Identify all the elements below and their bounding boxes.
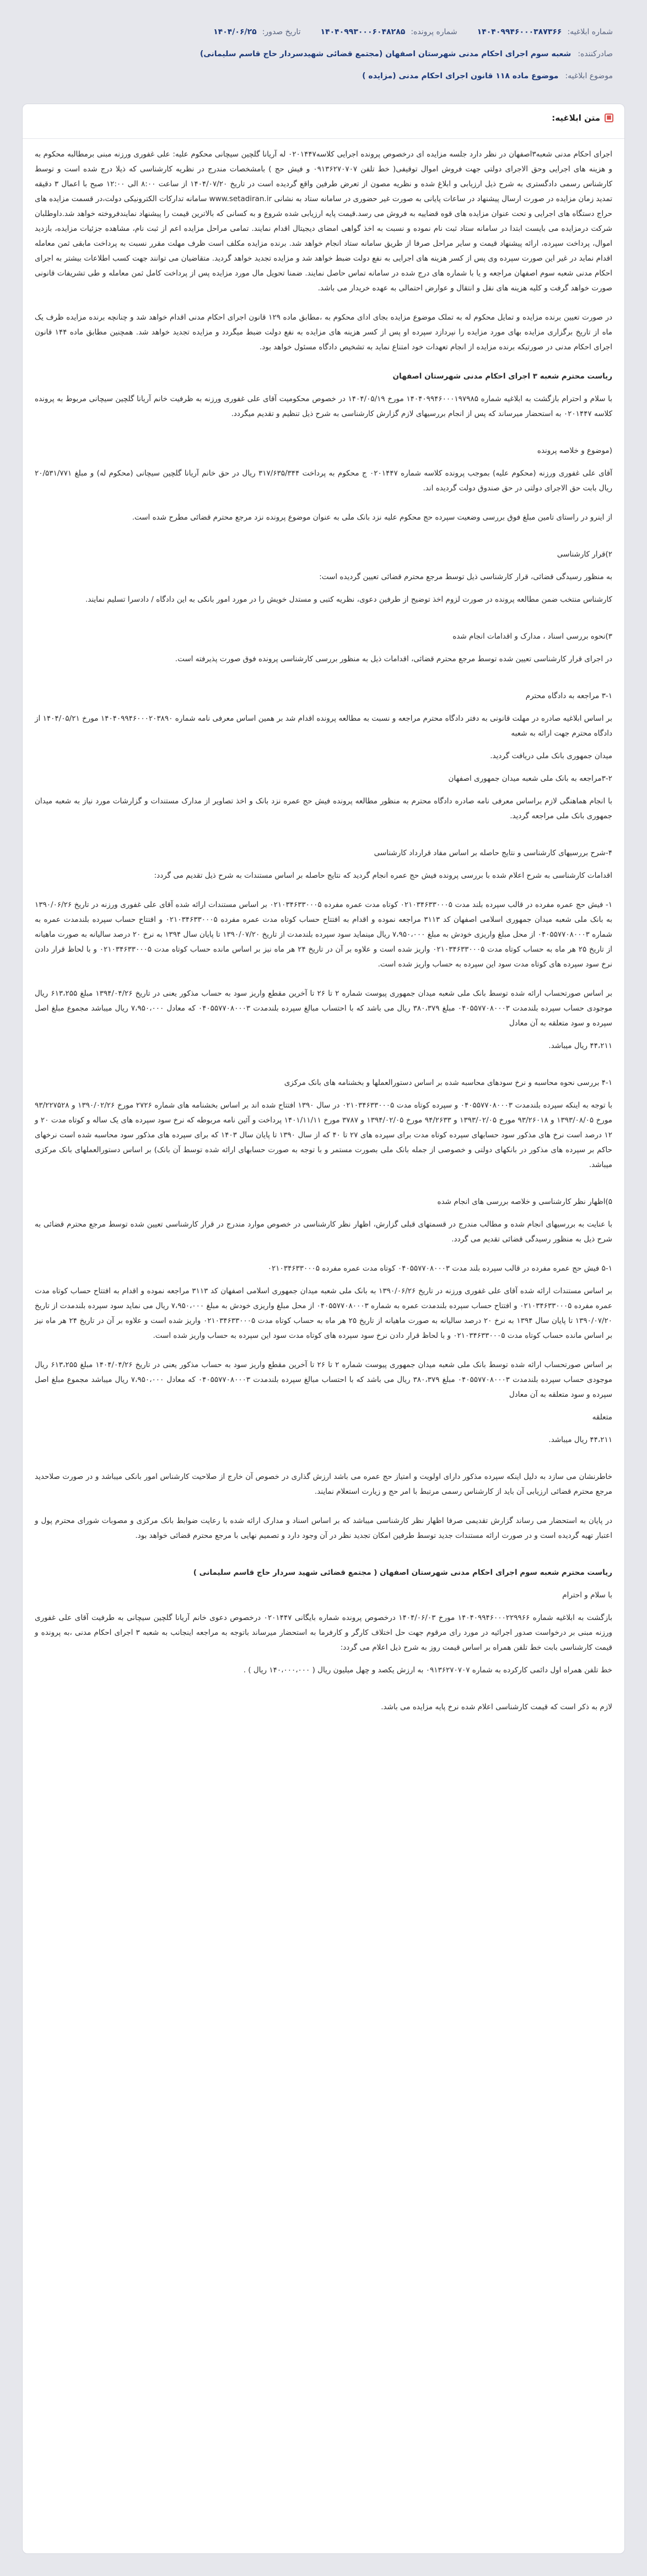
paragraph-court-visit-cont: میدان جمهوری بانک ملی دریافت گردید.: [490, 752, 612, 760]
paragraph-total-amount: ۴۴،۲۱۱ ریال میباشد.: [548, 1041, 612, 1050]
heading-document-review: ۳)نحوه بررسی اسناد ، مدارک و اقدامات انجام شده: [452, 632, 612, 641]
document-icon: ■: [605, 114, 613, 122]
paragraph-phone-value: خط تلفن همراه اول دائمی کارکرده به شماره ۰۹۱۳۶۲۷۰۷۰۷ به ارزش یکصد و چهل میلیون ریال ( ۱۴۰،۰۰۰،۰۰۰ ریال ) .: [243, 1666, 612, 1675]
paragraph-findings-intro: اقدامات کارشناسی به شرح اعلام شده با بررسی پرونده فیش حج عمره انجام گردید که نتایج حاصله بر اساس مستندات به شرح ذیل تقدیم می گردد:: [154, 871, 612, 880]
paragraph-report-intro: با سلام و احترام بازگشت به ابلاغیه شماره ۱۴۰۴۰۹۹۴۶۰۰۰۱۹۷۹۸۵ مورخ ۱۴۰۴/۰۵/۱۹ در خصوص محکومیت آقای علی غفوری ورزنه به ظرفیت خانم آریانا گلچین سیچانی مربوط به پرونده کلاسه ۰۲۰۱۴۴۷ به استحضار میرساند که پس از انجام بررسیهای لازم گزارش کارشناسی به شرح ذیل تنظیم و تقدیم میگردد.: [35, 395, 612, 418]
paragraph-addressee-2: ریاست محترم شعبه سوم اجرای احکام مدنی شهرستان اصفهان ( مجتمع قضائی شهید سردار حاج قاسم سلیمانی ): [193, 1568, 612, 1577]
paragraph-base-price-note: لازم به ذکر است که قیمت کارشناسی اعلام شده نرخ پایه مزایده می باشد.: [381, 1703, 612, 1711]
case-number-value: ۱۴۰۴۰۹۹۳۰۰۰۶۰۴۸۲۸۵: [320, 28, 406, 36]
panel-divider: [23, 138, 624, 139]
issuer-value: شعبه سوم اجرای احکام مدنی شهرستان اصفهان (مجتمع قضائی شهیدسردار حاج قاسم سلیمانی): [200, 50, 571, 58]
paragraph-hajj-deposit: ۱- فیش حج عمره مفرده در قالب سپرده بلند مدت ۰۲۱۰۳۴۶۳۳۰۰۰۵ کوتاه مدت عمره مفرده ۰۲۱۰۳۴۶۳۳۰۰۰۵ بر اساس مستندات ارائه شده آقای علی غفوری ورزنه در تاریخ ۱۳۹۰/۰۶/۲۶ به بانک ملی شعبه میدان جمهوری اسلامی اصفهان کد ۳۱۱۳ مراجعه نموده و اقدام به افتتاح حساب کوتاه مدت عمره مفرده ۰۲۱۰۳۴۶۳۳۰۰۰۵ و افتتاح حساب سپرده بلندمدت عمره به شماره ۰۴۰۵۵۷۷۰۸۰۰۰۳ از محل مبلغ واریزی خودش به مبلغ ۷،۹۵۰،۰۰۰ ریال مینماید سود سپرده بلندمدت از تاریخ ۱۳۹۰/۰۷/۲۰ تا پایان سال ۱۳۹۴ به نرخ ۲۰ درصد سالیانه به صورت ماهیانه از تاریخ ۲۵ هر ماه به حساب کوتاه مدت ۰۲۱۰۳۴۶۳۳۰۰۰۵ واریز شده است و علاوه بر آن در تاریخ ۲۴ هر ماه نیز بر اساس مانده حساب کوتاه مدت ۰۲۱۰۳۴۶۳۳۰۰۰۵ و با لحاظ قرار دادن نرخ سود سپرده های کوتاه مدت سود این سپرده به حساب واریز شده است.: [35, 900, 613, 969]
paragraph-expert-order: به منظور رسیدگی قضائی، قرار کارشناسی ذیل توسط مرجع محترم قضائی تعیین گردیده است:: [319, 573, 612, 581]
paragraph-closing: در پایان به استحضار می رساند گزارش تقدیمی صرفا اظهار نظر کارشناسی میباشد که بر اساس اسناد و مدارک ارائه شده با رعایت ضوابط بانک مرکزی و مصوبات شورای محترم پول و اعتبار تهیه گردیده است و در صورت ارائه مستندات جدید توسط طرفین امکان تجدید نظر در آن وجود دارد و تصمیم نهایی با مرجع محترم قضائی خواهد بود.: [35, 1516, 612, 1540]
heading-court-visit: ۳-۱ مراجعه به دادگاه محترم: [525, 692, 612, 700]
paragraph-expert-opinion: با عنایت به بررسیهای انجام شده و مطالب مندرج در قسمتهای قبلی گزارش، اظهار نظر کارشناسی در خصوص موارد مندرج در قرار کارشناسی تعیین شده توسط مرجع محترم قضائی به شرح ذیل به منظور رسیدگی قضائی تقدیم می گردد.: [35, 1220, 612, 1244]
paragraph-greeting: با سلام و احترام: [562, 1591, 612, 1600]
notice-header: [34, 21, 613, 104]
paragraph-deposit-summary: بر اساس مستندات ارائه شده آقای علی غفوری ورزنه در تاریخ ۱۳۹۰/۰۶/۲۶ به بانک ملی شعبه میدان جمهوری اسلامی اصفهان کد ۳۱۱۳ مراجعه نموده و اقدام به افتتاح حساب کوتاه مدت عمره مفرده ۰۲۱۰۳۴۶۳۳۰۰۰۵ و افتتاح حساب سپرده بلندمدت عمره به شماره ۰۴۰۵۵۷۷۰۸۰۰۰۳ از محل مبلغ واریزی خودش به مبلغ ۷،۹۵۰،۰۰۰ ریال می نماید سود سپرده بلندمدت از تاریخ ۱۳۹۰/۰۷/۲۰ تا پایان سال ۱۳۹۴ به نرخ ۲۰ درصد سالیانه به صورت ماهیانه از تاریخ ۲۵ هر ماه به حساب کوتاه مدت ۰۲۱۰۳۴۶۳۳۰۰۰۵ واریز شده است و علاوه بر آن در تاریخ ۲۴ هر ماه نیز بر اساس مانده حساب کوتاه مدت ۰۲۱۰۳۴۶۳۳۰۰۰۵ و با لحاظ قرار دادن نرخ سود سپرده های کوتاه مدت سود این سپرده به حساب واریز شده است.: [35, 1287, 613, 1340]
paragraph-document-review: در اجرای قرار کارشناسی تعیین شده توسط مرجع محترم قضائی، اقدامات ذیل به منظور بررسی کارشناسی پرونده فوق صورت پذیرفته است.: [175, 655, 612, 663]
paragraph-addressee: ریاست محترم شعبه ۳ اجرای احکام مدنی شهرستان اصفهان: [392, 372, 612, 381]
doc-number-value: ۱۴۰۴۰۹۹۴۶۰۰۰۳۸۷۳۶۶: [477, 28, 562, 36]
subject-row: [34, 65, 613, 87]
paragraph-auction-terms: در صورت تعیین برنده مزایده و تمایل محکوم له به تملک موضوع مزایده بجای ادای محکوم به ،مطابق ماده ۱۲۹ قانون اجرای احکام مدنی اقدام خواهد شد و چنانچه برنده مزایده ظرف یک ماه از تاریخ برگزاری مزایده بهای مورد مزایده را نپردازد سپرده او پس از کسر هزینه های مزایده به نفع دولت ضبط میگردد و مزایده تجدید خواهد شد. همچنین مطابق ماده ۱۴۴ قانون اجرای احکام مدنی در صورتیکه برنده مزایده از انجام تعهدات خود امتناع نماید به تشخیص دادگاه مسئول خواهد بود.: [35, 313, 612, 352]
case-number-label: شماره پرونده:: [411, 28, 457, 36]
paragraph-case-scope: از اینرو در راستای تامین مبلغ فوق بررسی وضعیت سپرده حج محکوم علیه نزد بانک ملی به عنوان موضوع پرونده نزد مرجع محترم قضائی مطرح شده است.: [132, 513, 612, 522]
notice-meta-row: [34, 21, 613, 43]
doc-number-label: شماره ابلاغیه:: [567, 28, 613, 36]
subject-label: موضوع ابلاغیه:: [565, 72, 613, 80]
issuer-row: [34, 43, 613, 65]
issue-date-value: ۱۴۰۴/۰۶/۲۵: [213, 28, 257, 36]
heading-expert-order: ۲)قرار کارشناسی: [557, 550, 612, 559]
heading-expert-opinion: ۵)اظهار نظر کارشناسی و خلاصه بررسی های انجام شده: [437, 1197, 612, 1206]
heading-findings: ۴-شرح بررسیهای کارشناسی و نتایج حاصله بر اساس مفاد قرارداد کارشناسی: [374, 849, 612, 857]
paragraph-statement: بر اساس صورتحساب ارائه شده توسط بانک ملی شعبه میدان جمهوری پیوست شماره ۲ تا ۲۶ تا آخرین مقطع واریز سود به حساب مذکور یعنی در تاریخ ۱۳۹۴/۰۴/۲۶ مبلغ ۶۱۳،۲۵۵ ریال موجودی حساب سپرده بلندمدت ۰۴۰۵۵۷۷۰۸۰۰۰۳ مبلغ ۳۸۰،۳۷۹ ریال می باشد که با احتساب مبالغ سپرده بلندمدت ۰۴۰۵۵۷۷۰۸۰۰۰۳ که معادل ۷،۹۵۰،۰۰۰ ریال میباشد مجموع مبلغ اصل سپرده و سود متعلقه به آن معادل: [35, 989, 613, 1028]
subject-value: موضوع ماده ۱۱۸ قانون اجرای احکام مدنی (مزایده ): [362, 72, 559, 80]
heading-bank-visit: ۳-۲مراجعه به بانک ملی شعبه میدان جمهوری اصفهان: [448, 774, 612, 783]
paragraph-accrued: متعلقه: [592, 1413, 612, 1422]
panel-title-text: متن ابلاغیه:: [552, 113, 600, 123]
paragraph-total-amount-summary: ۴۴،۲۱۱ ریال میباشد.: [548, 1435, 612, 1444]
heading-rate-review: ۴-۱ بررسی نحوه محاسبه و نرخ سودهای محاسبه شده بر اساس دستورالعملها و بخشنامه های بانک مرکزی: [284, 1078, 612, 1087]
paragraph-hajj-note: خاطرنشان می سازد به دلیل اینکه سپرده مذکور دارای اولویت و امتیاز حج عمره می باشد ارزش گذاری در خصوص آن خارج از صلاحیت کارشناس امور بانکی میباشد و در صورت صلاحدید مرجع محترم قضائی ارزیابی آن باید از کارشناس رسمی مرتبط با امر حج و زیارت استعلام نمایند.: [35, 1472, 612, 1496]
paragraph-bank-visit: با انجام هماهنگی لازم براساس معرفی نامه صادره دادگاه محترم به منظور مطالعه پرونده فیش حج عمره نزد بانک و اخذ تصاویر از مدارک مستندات و گزارشات مورد نیاز به شعبه میدان جمهوری بانک ملی مراجعه گردید.: [35, 797, 612, 820]
case-number: [321, 28, 457, 36]
paragraph-phone-intro: بازگشت به ابلاغیه شماره ۱۴۰۴۰۹۹۴۶۰۰۰۲۲۹۹۶۶ مورخ ۱۴۰۴/۰۶/۰۳ درخصوص پرونده شماره بایگانی ۰۲۰۱۴۴۷ درخصوص دعوی خانم آریانا گلچین سیچانی به طرفیت آقای علی غفوری ورزنه مبنی بر درخواست صدور اجرائیه در مورد رای مرقوم جهت حل اختلاف کارگر و کارفرما به استحضار میرساند باتوجه به مراجعه اینجانب به شعبه ۳ اجرای احکام مدنی ،به پرونده و قیمت کارشناسی بابت خط تلفن همراه بر اساس قیمت روز به شرح ذیل اعلام می گردد:: [35, 1613, 612, 1652]
notice-body: [35, 147, 612, 1729]
panel-title: [552, 113, 613, 123]
doc-number: [477, 28, 613, 36]
heading-deposit-summary: ۵-۱ فیش حج عمره مفرده در قالب سپرده بلند مدت ۰۴۰۵۵۷۷۰۸۰۰۰۳ کوتاه مدت عمره مفرده ۰۲۱۰۳۴۶۳۳۰۰۰۵: [267, 1264, 612, 1273]
issue-date: [213, 28, 300, 36]
issue-date-label: تاریخ صدور:: [262, 28, 301, 36]
heading-case-summary: (موضوع و خلاصه پرونده: [537, 446, 612, 455]
paragraph-expert-task: کارشناس منتخب ضمن مطالعه پرونده در صورت لزوم اخذ توضیح از طرفین دعوی، نظریه کتبی و مستدل خویش را در مورد امور بانکی به این دادگاه / دادسرا تسلیم نمایند.: [85, 595, 612, 604]
paragraph-case-summary: آقای علی غفوری ورزنه (محکوم علیه) بموجب پرونده کلاسه شماره ۰۲۰۱۴۴۷ ج محکوم به پرداخت ۳۱۷/۶۳۵/۳۴۴ ریال در حق خانم آریانا گلچین سیچانی (محکوم له) و مبلغ ۲۰/۵۳۱/۷۷۱ ریال بابت حق الاجرای دولتی در حق صندوق دولت گردیده اند.: [35, 469, 612, 493]
issuer-label: صادرکننده:: [578, 50, 613, 58]
paragraph-statement-summary: بر اساس صورتحساب ارائه شده توسط بانک ملی شعبه میدان جمهوری پیوست شماره ۲ تا ۲۶ تا آخرین مقطع واریز سود به حساب مذکور یعنی در تاریخ ۱۴۰۴/۰۴/۲۶ مبلغ ۶۱۳،۲۵۵ ریال موجودی حساب سپرده بلندمدت ۰۴۰۵۵۷۷۰۸۰۰۰۳ مبلغ ۳۸۰،۳۷۹ ریال می باشد که با احتساب مبالغ سپرده بلندمدت ۰۴۰۵۵۷۷۰۸۰۰۰۳ که معادل ۷،۹۵۰،۰۰۰ ریال میباشد مجموع مبلغ اصل سپرده و سود متعلقه به آن معادل: [35, 1360, 613, 1399]
paragraph-auction-intro: اجرای احکام مدنی شعبه۳اصفهان در نظر دارد جلسه مزایده ای درخصوص پرونده اجرایی کلاسه۰۲۰۱۴۴۷ له آریانا گلچین سیچانی محکوم علیه: علی غفوری ورزنه مبنی برمطالبه محکوم به و هزینه های اجرایی وحق الاجرای دولتی جهت فروش اموال توقیفی( خط تلفن ۰۹۱۳۶۲۷۰۷۰۷ و فیش حج ) بامشخصات مندرج در نظریه کارشناسی که ذیلا درج شده است و توسط کارشناس رسمی دادگستری به شرح ذیل ارزیابی و ابلاغ شده و نظریه مصون از تعرض طرفین واقع گردیده است در تاریخ ۱۴۰۴/۰۷/۲۰ از ساعت ۸:۰۰ الی ۱۲:۰۰ صبح با اعمال ۳ دقیقه تمدید زمان مزایده در صورت ارسال پیشنهاد در ساعات پایانی به صورت غیر حضوری در سامانه ستاد به نشانی www.setadiran.ir سامانه تدارکات الکترونیکی دولت،در قسمت مزایده های حراج دستگاه های اجرایی و تحت عنوان مزایده های قوه قضاییه به فروش می رسد.قیمت پایه ارزیابی شده شروع و به کسانی که بالاترین قیمت را پیشنهاد نمایندفروخته خواهد شد.داوطلبان شرکت درمزایده می بایست ابتدا در سامانه ستاد ثبت نام نموده و نسبت به اخذ گواهی امضای دیجیتال اقدام نمایند. تمامی مراحل مزایده اعم از ثبت نام، مشاهده جزئیات مزایده، بازدید اموال، پرداخت سپرده، ارائه پیشنهاد قیمت و سایر مراحل صرفا از طریق سامانه ستاد انجام خواهد شد. برنده مزایده مکلف است ظرف مهلت مقرر نسبت به پرداخت مابقی ثمن معامله اقدام نماید در غیر این صورت سپرده وی پس از کسر هزینه های اجرایی به نفع دولت ضبط خواهد شد و مزایده تجدید خواهد گردید. متقاضیان می توانند جهت کسب اطلاعات بیشتر به اجرای احکام مدنی شعبه سوم اصفهان مراجعه و یا با شماره های درج شده در سامانه تماس حاصل نمایند. ضمنا تحویل مال مورد مزایده پس از پرداخت کامل ثمن معامله و طی تشریفات قانونی صورت خواهد گرفت و کلیه هزینه های نقل و انتقال و عوارض احتمالی به عهده خریدار می باشد.: [35, 150, 613, 293]
paragraph-court-visit: بر اساس ابلاغیه صادره در مهلت قانونی به دفتر دادگاه محترم مراجعه و نسبت به مطالعه پرونده اقدام شد بر همین اساس معرفی نامه شماره ۱۴۰۴۰۹۹۴۶۰۰۰۲۰۳۸۹۰ مورخ ۱۴۰۴/۰۵/۲۱ از دادگاه محترم جهت ارائه به شعبه: [35, 714, 612, 738]
paragraph-rate-review: با توجه به اینکه سپرده بلندمدت ۰۴۰۵۵۷۷۰۸۰۰۰۳ و سپرده کوتاه مدت ۰۲۱۰۳۴۶۳۳۰۰۰۵ در سال ۱۳۹۰ افتتاح شده اند بر اساس بخشنامه های شماره ۲۷۲۶ مورخ ۱۳۹۰/۰۲/۲۶ و ۹۳/۲۲۷۵۲۸ مورخ ۱۳۹۳/۰۸/۰۵ و ۹۳/۲۶۰۱۸ مورخ ۱۳۹۳/۰۲/۰۵ و ۹۴/۲۶۳۳ مورخ ۱۳۹۴/۰۲/۰۵ و ۳۷۸۷ مورخ ۱۴۰۱/۱۱/۱۱ پرداخت و آئین نامه مربوطه که نرخ سود سپرده های یک ساله و کوتاه مدت ۲۰ و ۱۲ درصد است نرخ های مذکور سود حسابهای سپرده کوتاه مدت برای سپرده های ۲۷ تا ۴۰ که از سال ۱۳۹۰ تا پایان سال ۱۴۰۳ که برای سپرده های مذکور سود محاسبه شده است نرخهای حاکم بر سپرده های مذکور در بانکهای دولتی و خصوصی از جمله بانک ملی بصورت مستمر و با توجه به صورت حسابهای ارائه شده توسط آن بانک) بر اساس دستورالعملهای بانک مرکزی میباشد.: [35, 1101, 613, 1169]
notice-text-panel: [22, 104, 625, 2554]
